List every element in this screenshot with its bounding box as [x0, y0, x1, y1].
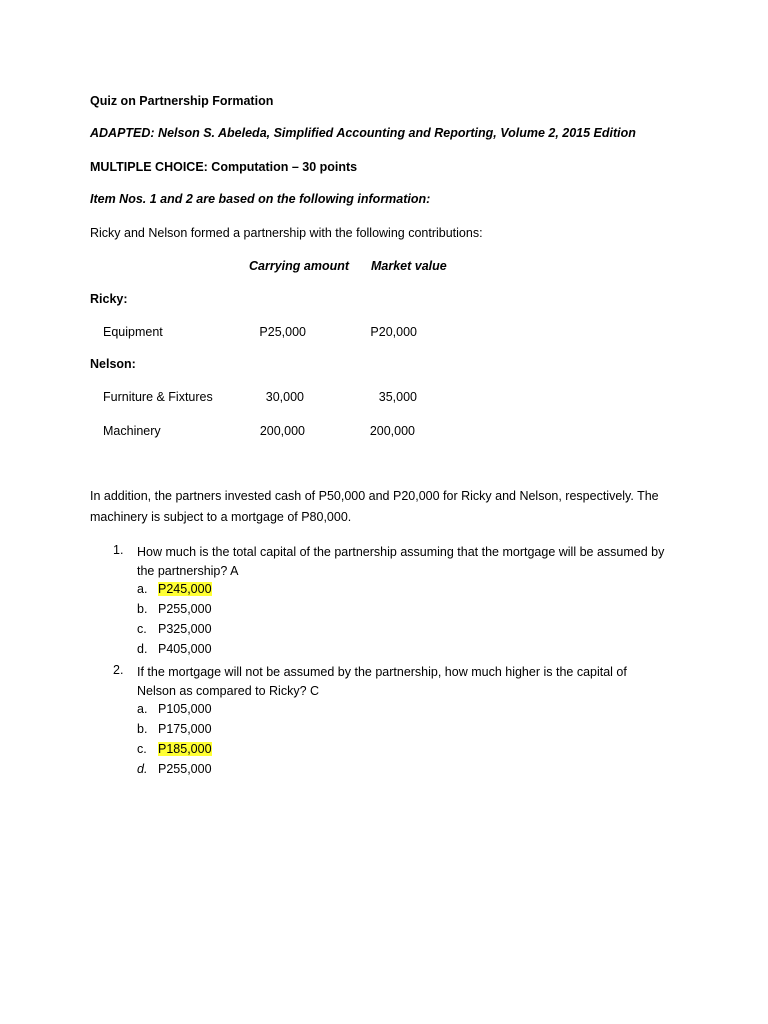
option-letter: c. — [137, 622, 147, 636]
section-heading: MULTIPLE CHOICE: Computation – 30 points — [90, 160, 358, 174]
option-letter: d. — [137, 762, 148, 776]
question-number: 1. — [113, 543, 124, 557]
question-text-line-1: How much is the total capital of the partnership assuming that the mortgage will be assumed by — [137, 545, 665, 559]
items-note: Item Nos. 1 and 2 are based on the following information: — [90, 192, 431, 206]
partner-nelson-label: Nelson: — [90, 357, 136, 371]
option-letter: b. — [137, 602, 148, 616]
option-value: P325,000 — [158, 622, 212, 636]
addition-text-line-1: In addition, the partners invested cash of P50,000 and P20,000 for Ricky and Nelson, respectively. The — [90, 489, 659, 503]
question-text-line-2: Nelson as compared to Ricky? C — [137, 684, 320, 698]
option-value: P255,000 — [158, 762, 212, 776]
header-market-value: Market value — [371, 259, 447, 273]
option-value: P105,000 — [158, 702, 212, 716]
header-carrying-amount: Carrying amount — [249, 259, 350, 273]
row-item: Equipment — [103, 325, 163, 339]
intro-text: Ricky and Nelson formed a partnership with the following contributions: — [90, 226, 483, 240]
option-value: P405,000 — [158, 642, 212, 656]
option-letter: b. — [137, 722, 148, 736]
addition-text-line-2: machinery is subject to a mortgage of P80,000. — [90, 510, 352, 524]
partner-ricky-label: Ricky: — [90, 292, 128, 306]
option-letter: c. — [137, 742, 147, 756]
source-citation: ADAPTED: Nelson S. Abeleda, Simplified Accounting and Reporting, Volume 2, 2015 Edition — [90, 126, 636, 140]
option-value-highlighted: P245,000 — [158, 582, 212, 596]
row-item: Machinery — [103, 424, 161, 438]
option-letter: a. — [137, 582, 148, 596]
option-value: P175,000 — [158, 722, 212, 736]
row-carrying: 200,000 — [259, 424, 305, 438]
row-carrying: 30,000 — [265, 390, 304, 404]
question-text-line-1: If the mortgage will not be assumed by the partnership, how much higher is the capital of — [137, 665, 627, 679]
row-item: Furniture & Fixtures — [103, 390, 213, 404]
question-text-line-2: the partnership? A — [137, 564, 239, 578]
question-number: 2. — [113, 663, 124, 677]
row-market: P20,000 — [370, 325, 417, 339]
option-value-highlighted: P185,000 — [158, 742, 212, 756]
option-letter: d. — [137, 642, 148, 656]
row-market: 35,000 — [378, 390, 417, 404]
option-letter: a. — [137, 702, 148, 716]
quiz-title: Quiz on Partnership Formation — [90, 94, 274, 108]
option-value: P255,000 — [158, 602, 212, 616]
row-market: 200,000 — [369, 424, 415, 438]
row-carrying: P25,000 — [259, 325, 306, 339]
